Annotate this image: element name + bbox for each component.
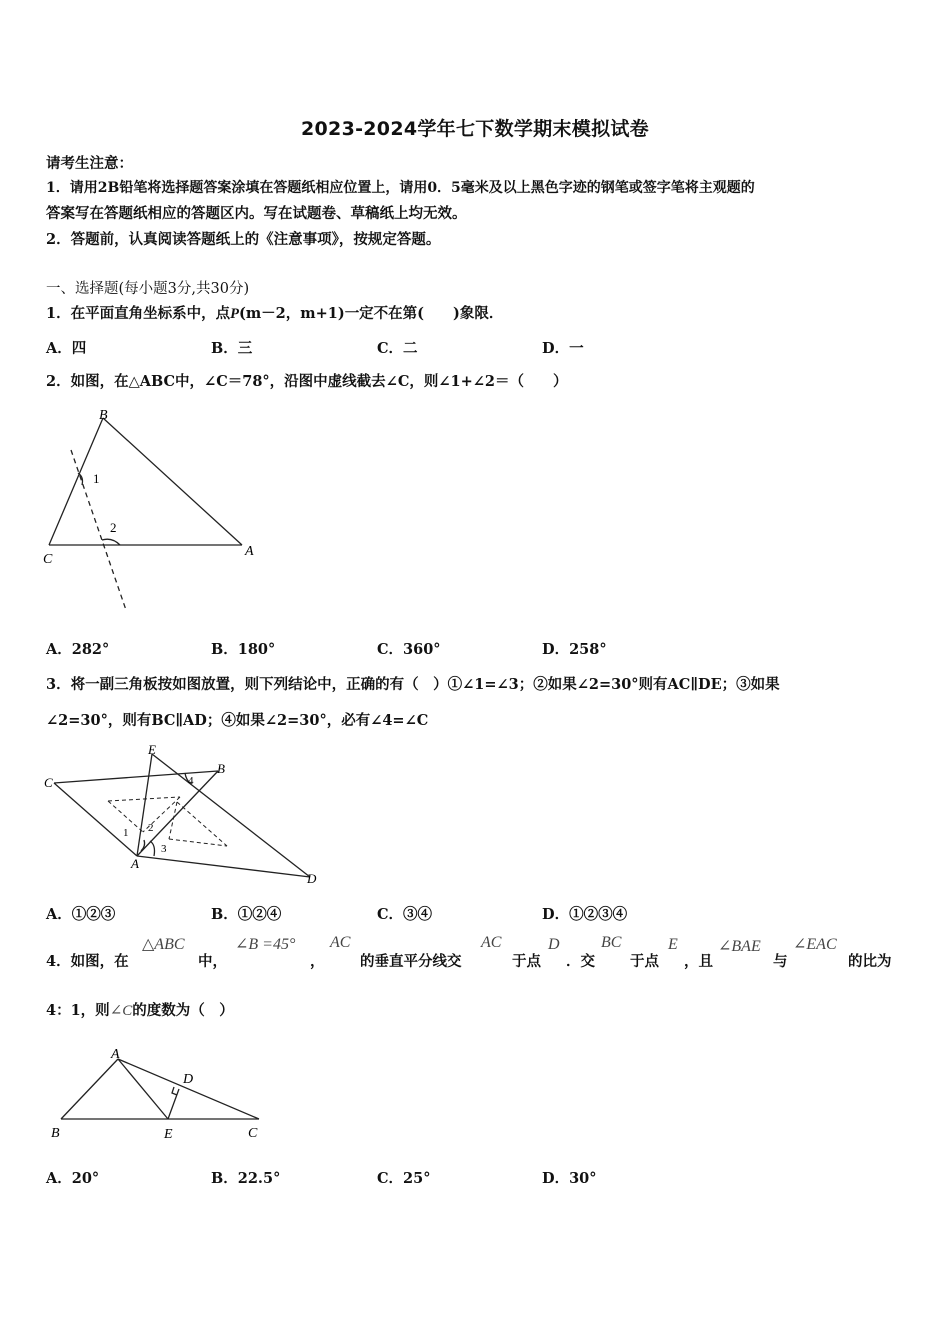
q4-text-9: 与 [773, 953, 788, 970]
q3-side-ca [54, 783, 137, 856]
q4-text-2: 中， [198, 953, 227, 970]
q4-math-triangle: △ABC [142, 936, 185, 953]
q2-option-d[interactable]: D．258° [542, 641, 607, 658]
q3-label-1: 1 [123, 827, 129, 839]
q4-option-d[interactable]: D．30° [542, 1170, 597, 1187]
q2-label-a: A [245, 544, 254, 559]
notice-line-1: 1．请用2B铅笔将选择题答案涂填在答题纸相应位置上，请用0．5毫米及以上黑色字迹的钢笔或签字笔将主观题的 [46, 180, 755, 196]
q4-math-d: D [548, 936, 560, 953]
q2-label-2: 2 [110, 520, 117, 535]
q3-angle-arc-2 [150, 841, 155, 856]
q4-text-4: 的垂直平分线交 [360, 953, 462, 970]
q4-math-bc: BC [601, 934, 622, 951]
q4-label-d: D [183, 1072, 194, 1087]
q3-label-2: 2 [148, 822, 154, 834]
q4-option-b[interactable]: B．22.5° [211, 1170, 281, 1187]
q3-label-d: D [307, 871, 317, 886]
q4-label-a: A [111, 1047, 120, 1062]
q3-dash-6 [169, 839, 227, 846]
question-3-line-2: ∠2=30°，则有BC∥AD；④如果∠2=30°，必有∠4=∠C [46, 712, 429, 729]
q3-label-e: E [148, 742, 156, 757]
section-heading: 一、选择题(每小题3分,共30分) [46, 281, 250, 297]
q3-option-a[interactable]: A．①②③ [46, 906, 116, 923]
question-3-line-1: 3．将一副三角板按如图放置，则下列结论中，正确的有（ ）①∠1=∠3；②如果∠2=30°则有AC∥DE；③如果 [46, 676, 780, 693]
q3-side-ad [137, 856, 310, 877]
q1-option-d[interactable]: D．一 [542, 340, 584, 357]
q3-label-c: C [44, 775, 53, 790]
q4-label-e: E [164, 1127, 173, 1142]
q4-text-5: 于点 [512, 953, 541, 970]
q4-side-ac [118, 1059, 259, 1119]
question-4-line-2 [46, 999, 234, 1020]
q4-figure [40, 1040, 280, 1150]
q1-point: P [230, 306, 239, 322]
q4-label-b: B [51, 1126, 60, 1141]
q4-right-angle-mark [172, 1087, 177, 1095]
q1-coords: (m－2，m+1) [238, 305, 345, 322]
q4-math-e: E [668, 936, 678, 953]
q4-text-10: 的比为 [848, 953, 892, 970]
question-1 [46, 302, 503, 323]
q4-text-8: ，且 [684, 953, 713, 970]
q3-option-c[interactable]: C．③④ [377, 906, 433, 923]
question-2: 2．如图，在△ABC中，∠C＝78°，沿图中虚线截去∠C，则∠1+∠2＝（ ） [46, 373, 568, 390]
q3-option-d[interactable]: D．①②③④ [542, 906, 628, 923]
q3-label-b: B [217, 761, 225, 776]
q2-label-c: C [43, 552, 53, 567]
q1-suffix: 一定不在第( )象限． [344, 305, 504, 322]
q4-math-angle-b: ∠B =45° [235, 936, 296, 953]
q4-math-ac-1: AC [330, 934, 351, 951]
q2-option-b[interactable]: B．180° [211, 641, 276, 658]
q3-label-a: A [131, 856, 139, 871]
notice-heading: 请考生注意： [46, 155, 133, 172]
q4-math-angle-c: ∠C [109, 1003, 133, 1019]
q4-prefix: 4．如图，在 [46, 953, 129, 970]
q4-math-bae: ∠BAE [718, 938, 761, 955]
q2-figure [40, 405, 270, 615]
q2-side-ba [103, 418, 242, 545]
q2-label-1: 1 [93, 471, 100, 486]
q4-side-ab [61, 1059, 118, 1119]
q3-dash-5 [177, 802, 227, 846]
q4-text-3: ， [310, 953, 325, 970]
q4-line2-b: 的度数为（ ） [132, 1002, 234, 1019]
q2-option-a[interactable]: A．282° [46, 641, 110, 658]
q3-dash-1 [108, 797, 180, 801]
q2-angle-2-arc [102, 539, 120, 545]
q3-label-3: 3 [161, 843, 167, 855]
q2-option-c[interactable]: C．360° [377, 641, 441, 658]
page-title: 2023-2024学年七下数学期末模拟试卷 [301, 118, 649, 140]
q4-option-c[interactable]: C．25° [377, 1170, 431, 1187]
q3-figure [40, 740, 330, 890]
q3-label-4: 4 [188, 775, 194, 787]
q2-label-b: B [99, 408, 108, 423]
q4-text-7: 于点 [630, 953, 659, 970]
q1-prefix: 1．在平面直角坐标系中，点 [46, 305, 231, 322]
q4-line2-a: 4：1，则 [46, 1002, 110, 1019]
q3-option-b[interactable]: B．①②④ [211, 906, 282, 923]
q4-text-6: ．交 [566, 953, 595, 970]
q1-option-a[interactable]: A．四 [46, 340, 87, 357]
q4-option-a[interactable]: A．20° [46, 1170, 100, 1187]
notice-line-3: 2．答题前，认真阅读答题纸上的《注意事项》，按规定答题。 [46, 231, 441, 248]
notice-line-2: 答案写在答题纸相应的答题区内。写在试题卷、草稿纸上均无效。 [46, 205, 467, 222]
q4-line-ae [118, 1059, 168, 1119]
q1-option-c[interactable]: C．二 [377, 340, 418, 357]
q4-math-eac: ∠EAC [793, 936, 837, 953]
q4-math-ac-2: AC [481, 934, 502, 951]
q1-option-b[interactable]: B．三 [211, 340, 253, 357]
q4-label-c: C [248, 1126, 258, 1141]
